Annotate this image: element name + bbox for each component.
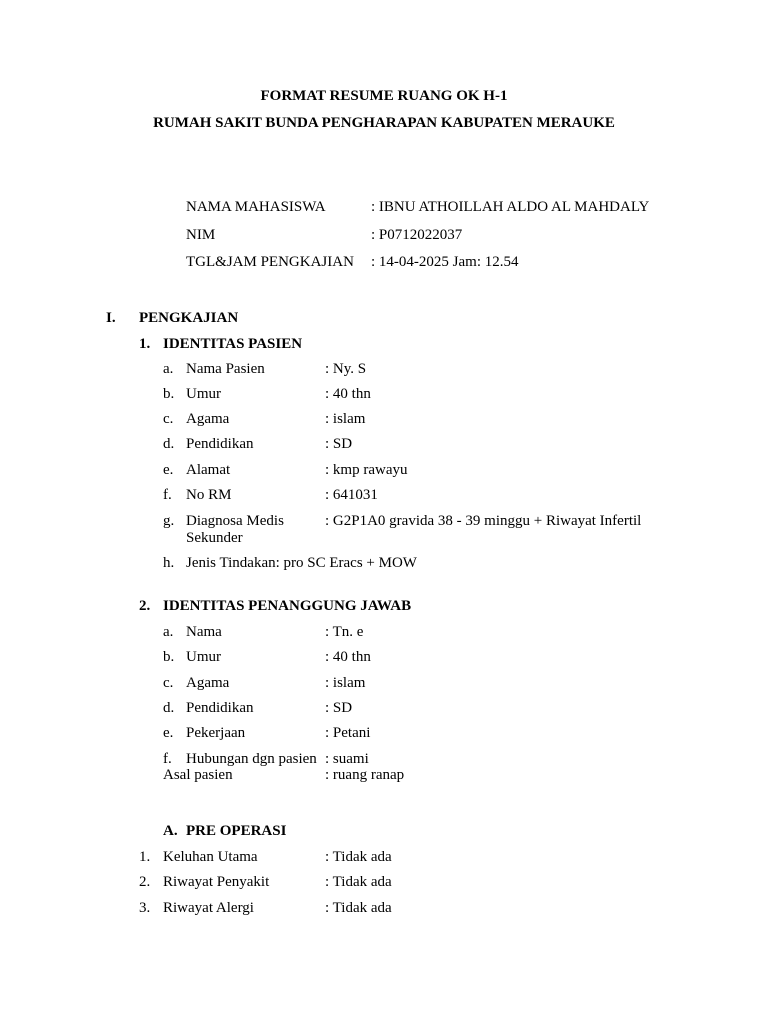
patient-age-label: Umur [186, 386, 221, 402]
guardian-occupation-value: : Petani [325, 725, 371, 741]
nim-value: : P0712022037 [371, 227, 463, 243]
hospital-name: RUMAH SAKIT BUNDA PENGHARAPAN KABUPATEN MERAUKE [153, 115, 615, 131]
guardian-education-label: Pendidikan [186, 700, 254, 716]
patient-name-value: : Ny. S [325, 361, 367, 377]
patient-religion-value: : islam [325, 411, 366, 427]
list-marker: f. [163, 751, 172, 767]
patient-diagnosis-label-line2: Sekunder [186, 530, 243, 546]
patient-section-title: IDENTITAS PASIEN [163, 336, 303, 352]
patient-name-label: Nama Pasien [186, 361, 265, 377]
patient-diagnosis-value: : G2P1A0 gravida 38 - 39 minggu + Riwayat Infertil [325, 513, 642, 529]
list-marker: h. [163, 555, 175, 571]
guardian-religion-label: Agama [186, 675, 230, 691]
patient-education-label: Pendidikan [186, 436, 254, 452]
list-marker: f. [163, 487, 172, 503]
list-marker: 2. [139, 874, 151, 890]
document-title: FORMAT RESUME RUANG OK H-1 [260, 88, 508, 104]
patient-procedure: Jenis Tindakan: pro SC Eracs + MOW [186, 555, 417, 571]
list-marker: a. [163, 361, 174, 377]
assessment-date-value: : 14-04-2025 Jam: 12.54 [371, 254, 519, 270]
guardian-religion-value: : islam [325, 675, 366, 691]
patient-diagnosis-label: Diagnosa Medis [186, 513, 284, 529]
list-marker: d. [163, 700, 175, 716]
guardian-section-title: IDENTITAS PENANGGUNG JAWAB [163, 598, 412, 614]
disease-history-value: : Tidak ada [325, 874, 392, 890]
section-title: PENGKAJIAN [139, 310, 239, 326]
list-marker: g. [163, 513, 175, 529]
preop-letter: A. [163, 823, 178, 839]
student-name-value: : IBNU ATHOILLAH ALDO AL MAHDALY [371, 199, 650, 215]
guardian-name-label: Nama [186, 624, 222, 640]
list-marker: e. [163, 462, 174, 478]
guardian-name-value: : Tn. e [325, 624, 364, 640]
patient-religion-label: Agama [186, 411, 230, 427]
assessment-date-label: TGL&JAM PENGKAJIAN [186, 254, 354, 270]
patient-education-value: : SD [325, 436, 353, 452]
guardian-relation-label: Hubungan dgn pasien [186, 751, 317, 767]
guardian-age-value: : 40 thn [325, 649, 371, 665]
patient-origin-value: : ruang ranap [325, 767, 405, 783]
list-marker: e. [163, 725, 174, 741]
patient-rm-value: : 641031 [325, 487, 378, 503]
patient-rm-label: No RM [186, 487, 232, 503]
main-complaint-value: : Tidak ada [325, 849, 392, 865]
guardian-section-number: 2. [139, 598, 151, 614]
guardian-education-value: : SD [325, 700, 353, 716]
allergy-history-value: : Tidak ada [325, 900, 392, 916]
list-marker: b. [163, 649, 175, 665]
list-marker: 1. [139, 849, 151, 865]
list-marker: a. [163, 624, 174, 640]
section-number: I. [106, 310, 116, 326]
nim-label: NIM [186, 227, 216, 243]
disease-history-label: Riwayat Penyakit [163, 874, 270, 890]
list-marker: d. [163, 436, 175, 452]
patient-age-value: : 40 thn [325, 386, 371, 402]
patient-address-value: : kmp rawayu [325, 462, 408, 478]
patient-origin-label: Asal pasien [163, 767, 233, 783]
main-complaint-label: Keluhan Utama [163, 849, 258, 865]
list-marker: b. [163, 386, 175, 402]
list-marker: c. [163, 411, 174, 427]
guardian-relation-value: : suami [325, 751, 369, 767]
patient-section-number: 1. [139, 336, 151, 352]
list-marker: 3. [139, 900, 151, 916]
preop-title: PRE OPERASI [186, 823, 287, 839]
list-marker: c. [163, 675, 174, 691]
patient-address-label: Alamat [186, 462, 231, 478]
student-name-label: NAMA MAHASISWA [186, 199, 326, 215]
allergy-history-label: Riwayat Alergi [163, 900, 254, 916]
guardian-occupation-label: Pekerjaan [186, 725, 246, 741]
guardian-age-label: Umur [186, 649, 221, 665]
